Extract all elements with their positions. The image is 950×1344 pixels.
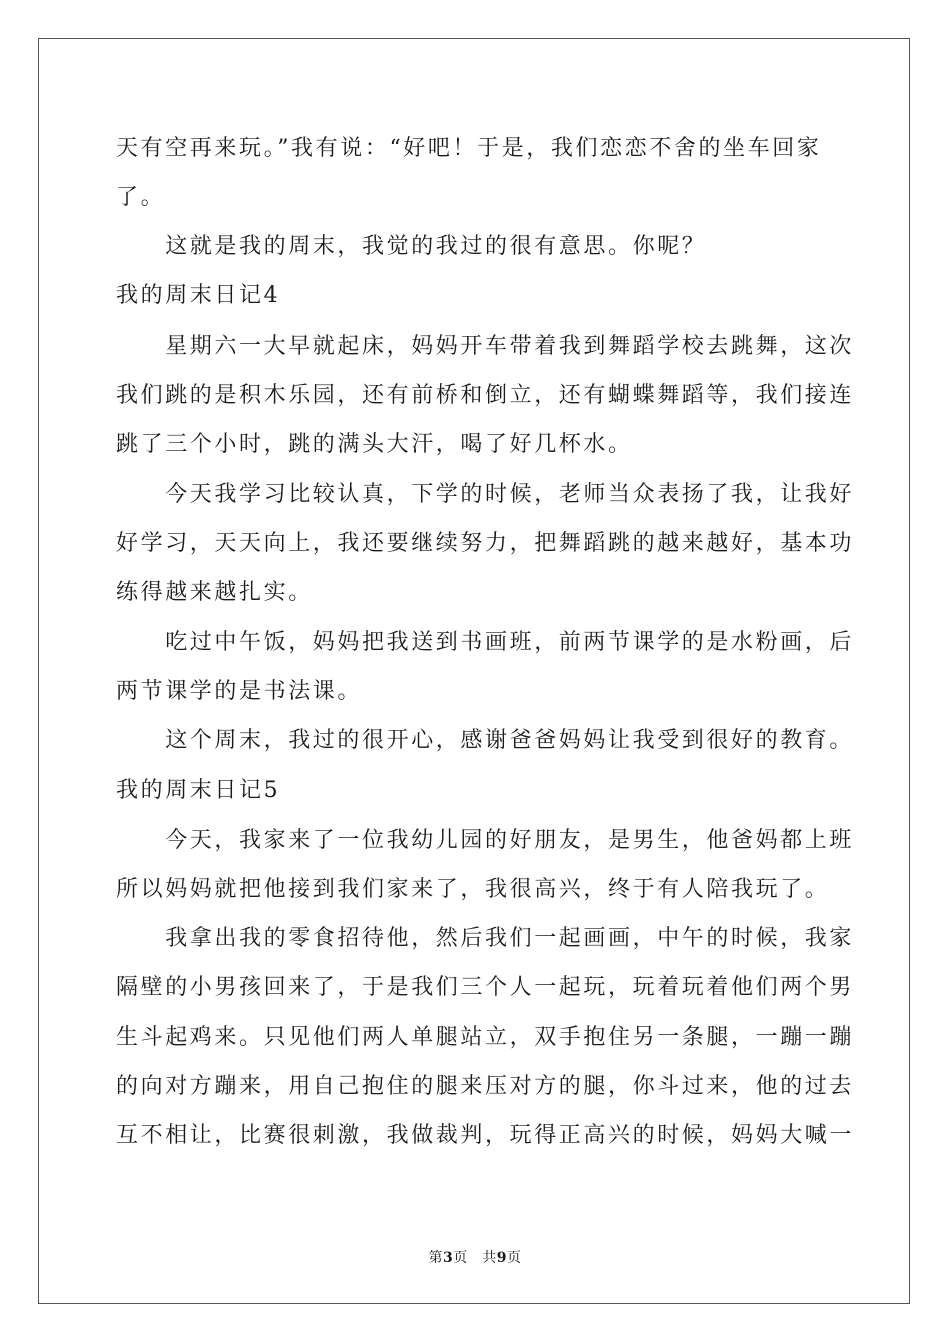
footer-prefix: 第 (428, 1250, 443, 1266)
text-line: 今天，我家来了一位我幼儿园的好朋友，是男生，他爸妈都上班 (116, 828, 855, 853)
text-line: 练得越来越扎实。 (116, 580, 313, 605)
text-line: 天有空再来玩。”我有说：“好吧！于是，我们恋恋不舍的坐车回家 (116, 136, 822, 161)
footer-suffix: 页 (507, 1250, 522, 1266)
page-footer (0, 1247, 950, 1267)
text-line: 这个周末，我过的很开心，感谢爸爸妈妈让我受到很好的教育。 (116, 728, 855, 753)
footer-mid: 页 共 (453, 1250, 497, 1266)
text-line: 我们跳的是积木乐园，还有前桥和倒立，还有蝴蝶舞蹈等，我们接连 (116, 383, 855, 408)
section-heading: 我的周末日记5 (116, 778, 281, 803)
text-line: 隔壁的小男孩回来了，于是我们三个人一起玩，玩着玩着他们两个男 (116, 975, 855, 1000)
page-border (38, 38, 910, 1304)
text-line: 我拿出我的零食招待他，然后我们一起画画，中午的时候，我家 (116, 926, 855, 951)
text-line: 跳了三个小时，跳的满头大汗，喝了好几杯水。 (116, 432, 633, 457)
text-line: 生斗起鸡来。只见他们两人单腿站立，双手抱住另一条腿，一蹦一蹦 (116, 1025, 855, 1050)
text-line: 好学习，天天向上，我还要继续努力，把舞蹈跳的越来越好，基本功 (116, 531, 855, 556)
text-line: 两节课学的是书法课。 (116, 679, 363, 704)
text-line: 互不相让，比赛很刺激，我做裁判，玩得正高兴的时候，妈妈大喊一 (116, 1123, 855, 1148)
text-line: 今天我学习比较认真，下学的时候，老师当众表扬了我，让我好 (116, 482, 855, 507)
text-line: 了。 (116, 185, 166, 210)
current-page-number: 3 (443, 1250, 454, 1266)
total-page-number: 9 (496, 1250, 507, 1266)
text-line: 星期六一大早就起床，妈妈开车带着我到舞蹈学校去跳舞，这次 (116, 334, 855, 359)
text-line: 这就是我的周末，我觉的我过的很有意思。你呢？ (116, 234, 707, 259)
section-heading: 我的周末日记4 (116, 283, 281, 308)
text-line: 吃过中午饭，妈妈把我送到书画班，前两节课学的是水粉画，后 (116, 630, 855, 655)
text-line: 的向对方蹦来，用自己抱住的腿来压对方的腿，你斗过来，他的过去 (116, 1074, 855, 1099)
text-line: 所以妈妈就把他接到我们家来了，我很高兴，终于有人陪我玩了。 (116, 877, 830, 902)
